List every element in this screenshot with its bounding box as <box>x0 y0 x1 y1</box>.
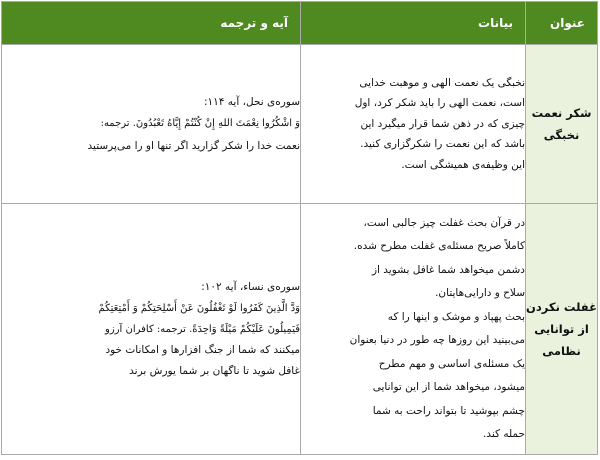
description-line: بحث پهپاد و موشک و اینها را که <box>387 310 525 323</box>
description-line: میشود، میخواهد شما از این توانایی <box>372 381 525 393</box>
description-line: است، نعمت الهی را باید شکر کرد، اول <box>354 97 525 110</box>
row-description-cell <box>301 204 526 455</box>
description-line: در قرآن بحث غفلت چیز جالبی است، <box>363 216 525 229</box>
description-line: چشم بپوشید تا بتواند راحت به شما <box>372 404 525 417</box>
description-line: حمله کند. <box>482 428 525 440</box>
content-table <box>1 1 598 455</box>
row-title-line: غفلت نکردن <box>526 300 597 314</box>
description-line: باشد که این نعمت را شکرگزاری کنید. <box>360 138 525 151</box>
row-title-line: نخبگی <box>543 128 580 142</box>
table-row <box>2 204 598 455</box>
verse-arabic-line: وَدَّ الَّذِینَ کَفَرُوا لَوْ تَغْفُلُونَ عَنْ أَسْلِحَتِکُمْ وَ أَمْتِعَتِکُمْ <box>98 302 300 314</box>
header-title: عنوان <box>526 2 598 45</box>
description-line: این وظیفه‌ی همیشگی است. <box>401 158 525 171</box>
description-line: چیزی که در ذهن شما قرار میگیرد این <box>360 117 525 130</box>
row-title-line: نظامی <box>542 344 581 358</box>
description-line: دشمن میخواهد شما غافل بشوید از <box>371 263 525 276</box>
verse-translation-line: نعمت خدا را شکر گزارید اگر تنها او را می‌پرستید <box>87 140 300 152</box>
table-row <box>2 45 598 204</box>
description-line: می‌بینید این روزها چه طور در دنیا بعنوان <box>349 334 525 346</box>
verse-arabic-line: وَ اشْکُرُوا نِعْمَتَ اللهِ إِنْ کُنْتُمْ إِیَّاهُ تَعْبُدُونَ. ترجمه: <box>100 118 300 129</box>
description-line: کاملاً صریح مسئله‌ی غفلت مطرح شده. <box>353 240 525 252</box>
row-title-cell <box>526 45 598 204</box>
verse-reference: سوره‌ی نساء، آیه ۱۰۲: <box>201 280 300 293</box>
verse-translation-line: میکنند که شما از جنگ افزارها و امکانات خود <box>105 343 300 356</box>
description-line: یک مسئله‌ی اساسی و مهم مطرح <box>378 357 525 370</box>
verse-arabic-line: فَیَمِیلُونَ عَلَیْکُمْ مَیْلَةً وَاحِدَةً. ترجمه: کافران آرزو <box>105 323 300 335</box>
verse-translation-line: غافل شوید تا ناگهان بر شما یورش برند <box>129 364 300 377</box>
row-title-cell <box>526 204 598 455</box>
row-title-line: شکر نعمت <box>531 106 592 120</box>
description-line: نخبگی یک نعمت الهی و موهبت خدایی <box>359 76 525 89</box>
row-verse-cell <box>2 45 301 204</box>
verse-reference: سوره‌ی نحل، آیه ۱۱۴: <box>203 96 300 108</box>
row-verse-cell <box>2 204 301 455</box>
header-row <box>2 2 598 45</box>
description-line: سلاح و دارایی‌هایتان. <box>435 287 525 299</box>
header-description: بیانات <box>301 2 526 45</box>
row-description-cell <box>301 45 526 204</box>
row-title-line: از توانایی <box>534 322 589 336</box>
header-verse: آیه و ترجمه <box>2 2 301 45</box>
